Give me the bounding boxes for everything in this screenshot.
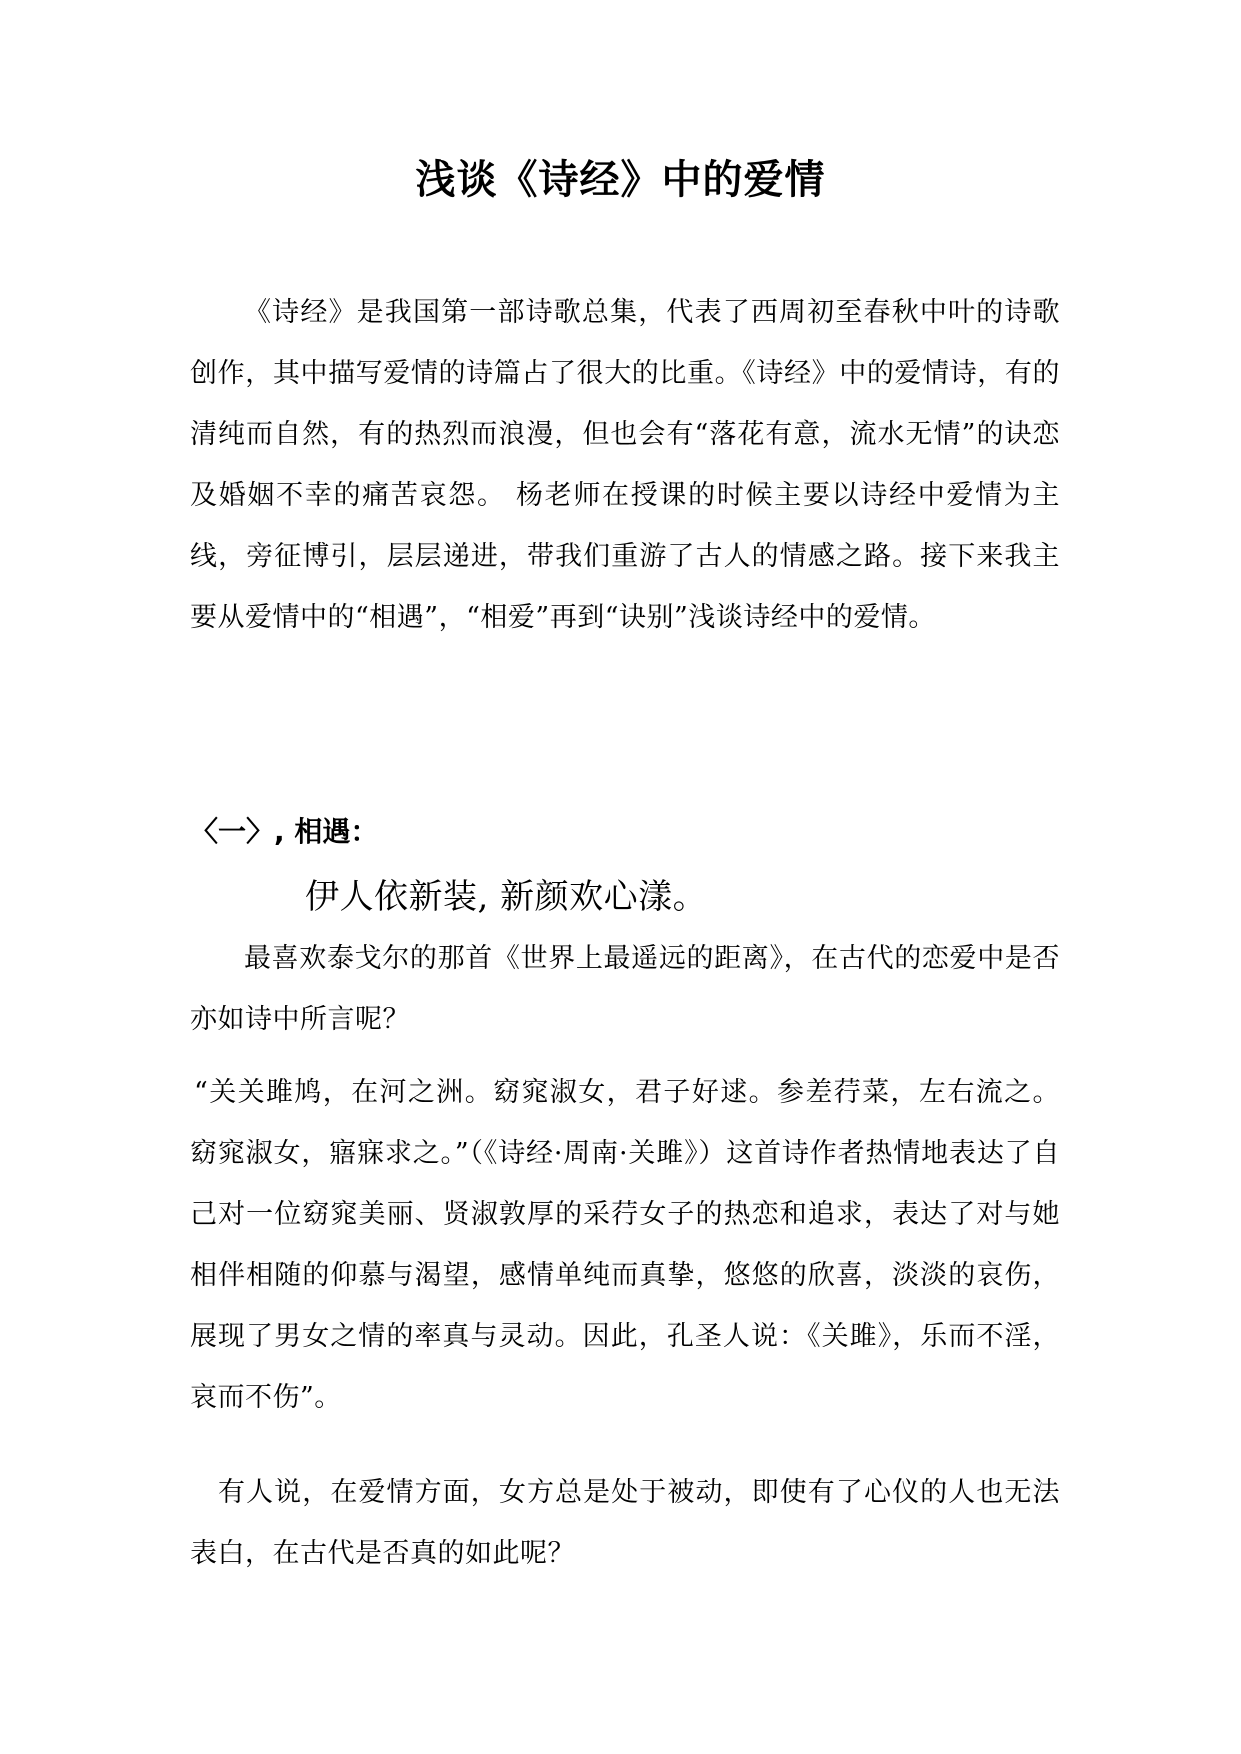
- body-paragraph: “关关雎鸠，在河之洲。窈窕淑女，君子好逑。参差荇菜，左右流之。窈窕淑女，寤寐求之。”（《诗经·周南·关雎》）这首诗作者热情地表达了自己对一位窈窕美丽、贤淑敦厚的采荇女子的热恋和追求，表达了对与她相伴相随的仰慕与渴望，感情单纯而真挚，悠悠的欣喜，淡淡的哀伤，展现了男女之情的率真与灵动。因此，孔圣人说：《关雎》，乐而不淫，哀而不伤”。: [190, 1077, 1060, 1413]
- section-subtitle: 伊人依新装, 新颜欢心漾。: [305, 877, 708, 917]
- body-paragraph: 有人说，在爱情方面，女方总是处于被动，即使有了心仪的人也无法表白，在古代是否真的如此呢？: [190, 1477, 1060, 1569]
- document-title: 浅谈《诗经》中的爱情: [415, 157, 826, 203]
- body-paragraph: 最喜欢泰戈尔的那首《世界上最遥远的距离》，在古代的恋爱中是否亦如诗中所言呢？: [190, 943, 1060, 1035]
- intro-paragraph: 《诗经》是我国第一部诗歌总集，代表了西周初至春秋中叶的诗歌创作，其中描写爱情的诗篇占了很大的比重。《诗经》中的爱情诗，有的清纯而自然，有的热烈而浪漫，但也会有“落花有意，流水无情”的诀恋及婚姻不幸的痛苦哀怨。 杨老师在授课的时候主要以诗经中爱情为主线，旁征博引，层层递进，带我们重游了古人的情感之路。接下来我主要从爱情中的“相遇”，“相爱”再到“诀别”浅谈诗经中的爱情。: [190, 297, 1060, 633]
- section-heading: 〈一〉, 相遇：: [190, 815, 379, 848]
